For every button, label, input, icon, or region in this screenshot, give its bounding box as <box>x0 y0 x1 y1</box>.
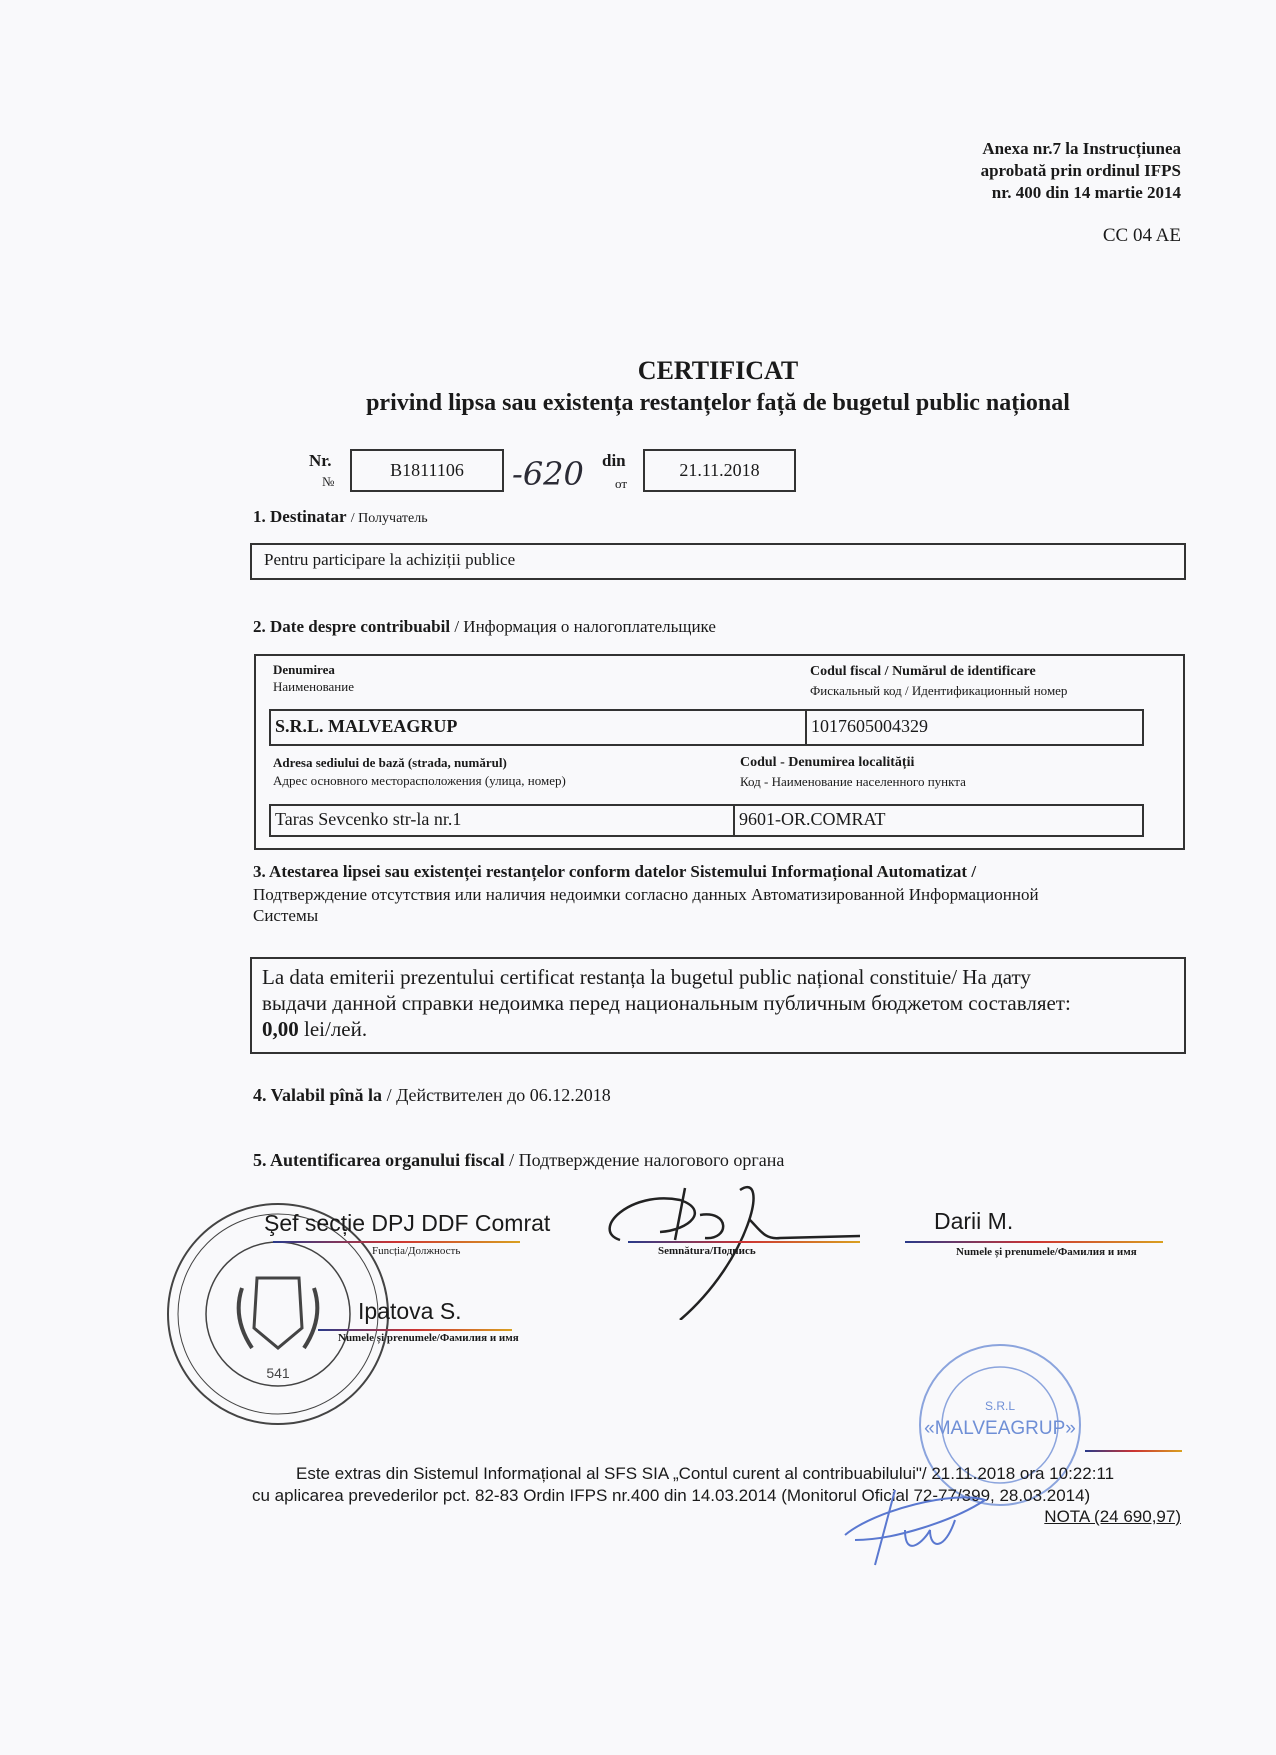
arrears-statement <box>250 957 1186 1054</box>
signature-label: Semnătura/Подпись <box>658 1245 756 1257</box>
annex-line: aprobată prin ordinul IFPS <box>980 161 1181 180</box>
position-label: Funcția/Должность <box>372 1245 461 1257</box>
handwritten-number-suffix: -620 <box>512 455 584 493</box>
section4-validity: 4. Valabil pînă la / Действителен до 06.12.2018 <box>253 1085 611 1105</box>
document-subtitle: privind lipsa sau existența restanțelor față de bugetul public național <box>366 390 1070 416</box>
locality-label-ru: Код - Наименование населенного пункта <box>740 774 966 789</box>
name-label-ru: Наименование <box>273 679 354 694</box>
svg-text:541: 541 <box>266 1365 290 1381</box>
official-name: Darii M. <box>934 1208 1014 1234</box>
din-label-ru: от <box>615 476 628 491</box>
address-label: Adresa sediului de bază (strada, numărul) <box>273 755 507 770</box>
second-name-label: Numele și prenumele/Фамилия и имя <box>338 1332 519 1344</box>
name-label: Numele și prenumele/Фамилия и имя <box>956 1246 1137 1258</box>
taxpayer-address: Taras Sevcenko str-la nr.1 <box>269 804 735 837</box>
form-code: CC 04 AE <box>1102 225 1181 246</box>
fiscal-code: 1017605004329 <box>805 709 1144 746</box>
locality-label: Codul - Denumirea localității <box>740 755 915 770</box>
section3-heading-ru: Системы <box>253 906 319 925</box>
currency: lei/лей. <box>298 1017 368 1041</box>
second-official-name: Ipatova S. <box>358 1298 462 1324</box>
address-label-ru: Адрес основного месторасположения (улица, номер) <box>273 773 566 788</box>
nr-label-ru: № <box>322 474 335 489</box>
nr-label: Nr. <box>309 451 332 470</box>
svg-text:S.R.L: S.R.L <box>984 1399 1016 1413</box>
fiscal-code-label-ru: Фискальный код / Идентификационный номер <box>810 683 1068 698</box>
certificate-number: B1811106 <box>350 449 504 492</box>
certificate-date: 21.11.2018 <box>643 449 796 492</box>
statement-line: La data emiterii prezentului certificat restanța la bugetul public național constituie/ На дату <box>262 965 1031 989</box>
section3-heading-ru: Подтверждение отсутствия или наличия недоимки согласно данных Автоматизированной Информационной <box>253 885 1039 904</box>
company-signature <box>835 1480 1005 1570</box>
document-title: CERTIFICAT <box>637 356 799 385</box>
taxpayer-name: S.R.L. MALVEAGRUP <box>269 709 807 746</box>
fiscal-code-label: Codul fiscal / Numărul de identificare <box>810 664 1036 679</box>
arrears-amount: 0,00 <box>262 1017 299 1041</box>
section2-heading: 2. Date despre contribuabil / Информация о налогоплательщике <box>253 617 716 636</box>
footer-line: cu aplicarea prevederilor pct. 82-83 Ordin IFPS nr.400 din 14.03.2014 (Monitorul Oficial 72-77/399, 28.03.2014) <box>252 1486 1091 1505</box>
recipient-field: Pentru participare la achiziții publice <box>250 543 1186 580</box>
nota-amount: NOTA (24 690,97) <box>1044 1507 1181 1526</box>
section3-heading: 3. Atestarea lipsei sau existenței restanțelor conform datelor Sistemului Informațional Automatizat / <box>253 862 977 881</box>
footer-line: Este extras din Sistemul Informațional al SFS SIA „Contul curent al contribuabilului"/ 21.11.2018 ora 10:22:11 <box>296 1464 1115 1483</box>
statement-line: выдачи данной справки недоимка перед национальным публичным бюджетом составляет: <box>262 991 1071 1015</box>
arrears-amount-line <box>262 1016 1174 1042</box>
din-label: din <box>602 451 626 470</box>
annex-line: Anexa nr.7 la Instrucțiunea <box>982 139 1181 158</box>
annex-line: nr. 400 din 14 martie 2014 <box>991 183 1181 202</box>
annex-reference <box>981 138 1181 204</box>
official-position: Şef secție DPJ DDF Comrat <box>264 1210 551 1236</box>
name-label: Denumirea <box>273 662 335 677</box>
section5-heading: 5. Autentificarea organului fiscal / Подтверждение налогового органа <box>253 1150 785 1170</box>
locality: 9601-OR.COMRAT <box>733 804 1144 837</box>
section1-heading: 1. Destinatar / Получатель <box>253 507 428 526</box>
svg-text:«MALVEAGRUP»: «MALVEAGRUP» <box>924 1418 1076 1439</box>
